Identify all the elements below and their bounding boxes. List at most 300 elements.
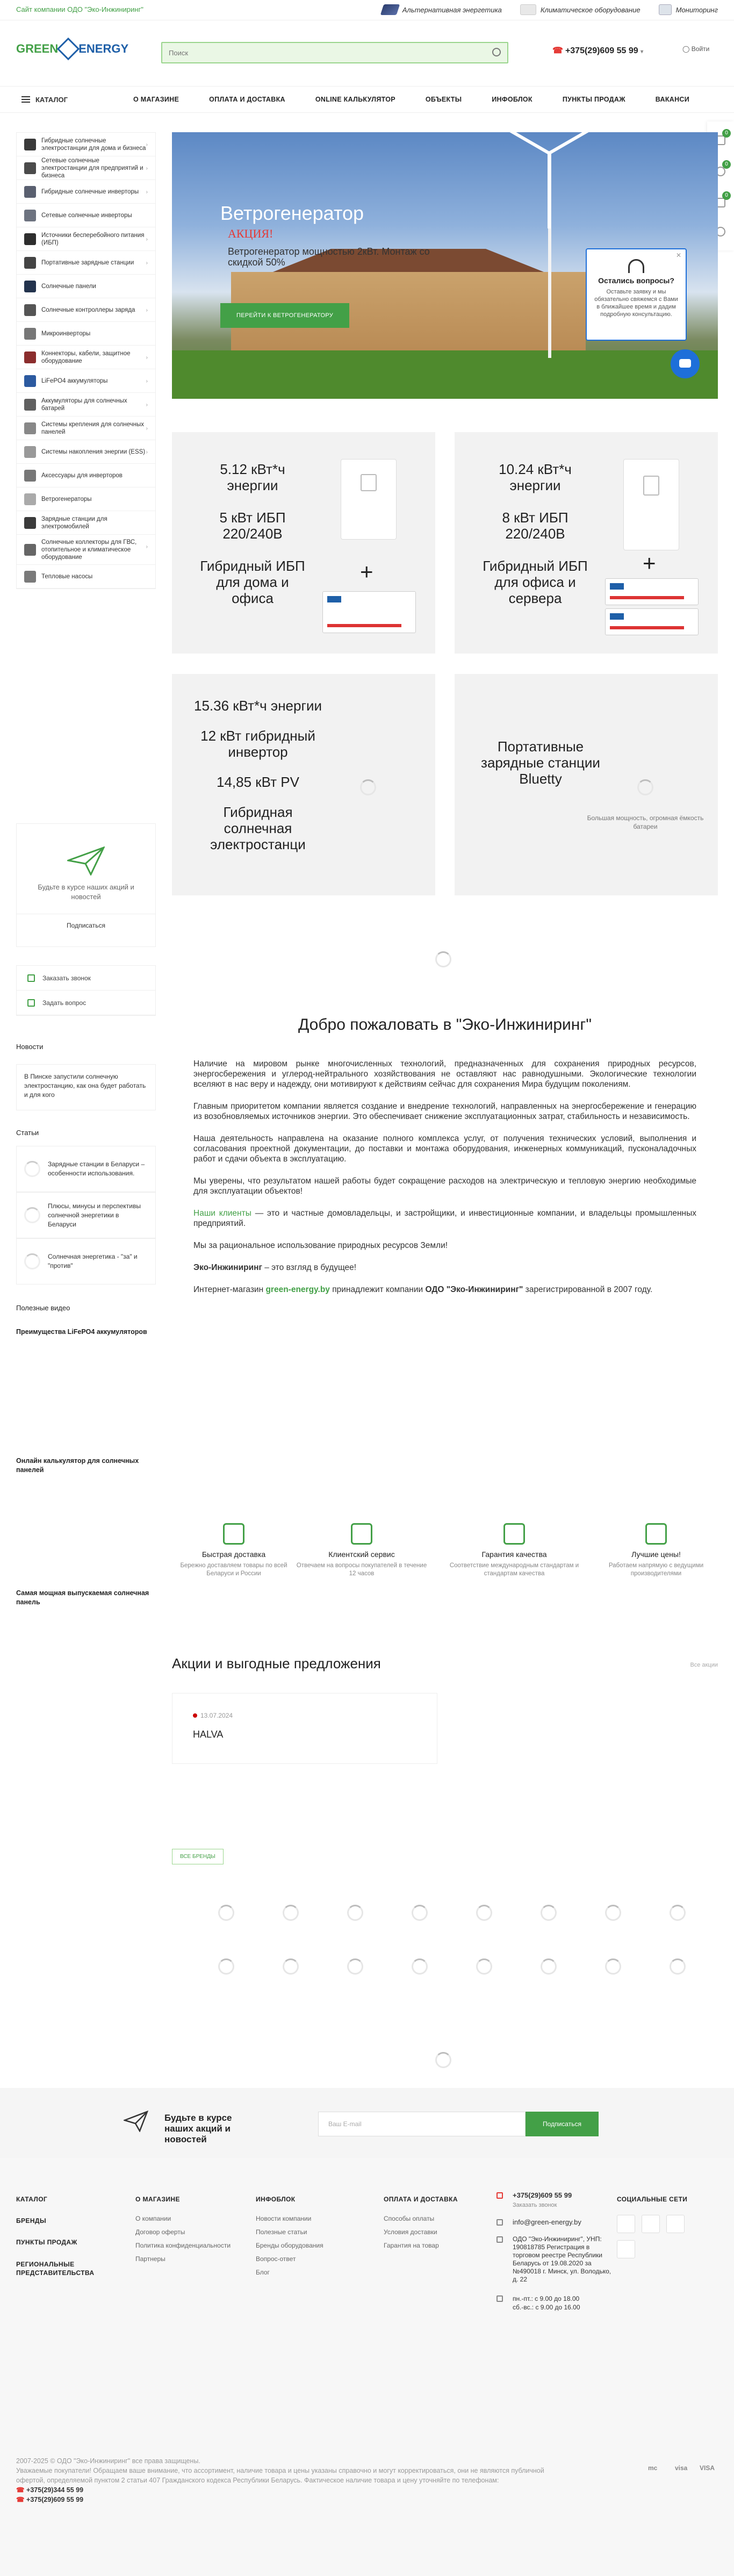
- sidebar-category-item[interactable]: [17, 322, 155, 346]
- article-card[interactable]: [16, 1192, 156, 1238]
- feature-prices: [589, 1523, 723, 1578]
- footer-link[interactable]: ПУНКТЫ ПРОДАЖ: [16, 2238, 77, 2246]
- sidebar-category-label: LiFePO4 аккумуляторы: [41, 377, 108, 384]
- loading-spinner-icon: [218, 1958, 234, 1975]
- sidebar-category-label: Гибридные солнечные инверторы: [41, 188, 139, 195]
- footer-link[interactable]: О компании: [135, 2215, 171, 2222]
- sidebar-subscribe: [16, 823, 156, 947]
- footer-phone-number: +375(29)609 55 99: [513, 2191, 572, 2199]
- footer-hours-1: пн.-пт.: с 9.00 до 18.00: [513, 2295, 580, 2302]
- compare-count-badge: 0: [722, 191, 731, 200]
- loading-spinner-icon: [435, 2052, 451, 2068]
- logo[interactable]: [16, 41, 128, 57]
- sidebar-category-item[interactable]: [17, 440, 155, 464]
- sidebar-category-label: Сетевые солнечные инверторы: [41, 212, 132, 219]
- product-tile[interactable]: [455, 674, 718, 895]
- welcome-paragraph: Мы за рациональное использование природных ресурсов Земли!: [193, 1241, 448, 1250]
- category-thumbnail: [24, 186, 36, 198]
- footer-link[interactable]: Партнеры: [135, 2255, 165, 2263]
- category-thumbnail: [24, 257, 36, 269]
- all-brands-button[interactable]: ВСЕ БРЕНДЫ: [172, 1849, 224, 1864]
- loading-spinner-icon: [412, 1958, 428, 1975]
- feature-desc: Бережно доставляем товары по всей Беларуси и России: [180, 1562, 287, 1577]
- footer-email-text: info@green-energy.by: [513, 2218, 581, 2226]
- article-title: Солнечная энергетика - "за" и "против": [48, 1253, 138, 1269]
- footer-link[interactable]: Условия доставки: [384, 2228, 437, 2236]
- tile-line: 8 кВт ИБП 220/240В: [502, 510, 569, 542]
- sidebar-category-label: Системы накопления энергии (ESS): [41, 448, 146, 455]
- loading-spinner-icon: [347, 1958, 363, 1975]
- sidebar-category-item[interactable]: [17, 393, 155, 417]
- phone-icon: [27, 974, 35, 982]
- category-thumbnail: [24, 233, 36, 245]
- sidebar-category-item[interactable]: [17, 511, 155, 535]
- loading-spinner-icon: [24, 1207, 40, 1223]
- feature-service: [294, 1523, 429, 1578]
- loading-spinner-icon: [637, 779, 653, 795]
- footer-link[interactable]: Новости компании: [256, 2215, 312, 2222]
- nav-item-about[interactable]: О МАГАЗИНЕ: [133, 96, 179, 103]
- sidebar-category-item[interactable]: [17, 275, 155, 298]
- loading-spinner-icon: [605, 1905, 621, 1921]
- product-tile-text: [476, 738, 605, 803]
- banner-title: Ветрогенератор: [220, 202, 364, 224]
- footer-link[interactable]: Полезные статьи: [256, 2228, 307, 2236]
- news-heading: Новости: [16, 1043, 44, 1051]
- company-site-link[interactable]: Сайт компании ОДО "Эко-Инжиниринг": [16, 5, 143, 13]
- promo-name: HALVA: [193, 1729, 224, 1740]
- article-card[interactable]: [16, 1146, 156, 1192]
- favorites-count-badge: 0: [722, 160, 731, 169]
- sidebar-category-label: Солнечные панели: [41, 283, 96, 290]
- welcome-text-span: – это взгляд в будущее!: [262, 1263, 357, 1272]
- wind-turbine-blade: [549, 132, 615, 155]
- plus-icon: +: [643, 550, 656, 576]
- plus-icon: +: [360, 559, 373, 584]
- footer-phone[interactable]: [496, 2191, 615, 2200]
- loading-spinner-icon: [218, 1905, 234, 1921]
- footer-bottom-phone[interactable]: ☎ +375(29)609 55 99: [16, 2495, 553, 2505]
- footer-main-links: [16, 2195, 102, 2291]
- footer-link[interactable]: Договор оферты: [135, 2228, 185, 2236]
- visa-icon: VISA: [700, 2464, 715, 2472]
- welcome-title: Добро пожаловать в "Эко-Инжиниринг": [298, 1016, 592, 1034]
- chevron-right-icon: ›: [146, 307, 148, 313]
- category-thumbnail: [24, 571, 36, 583]
- top-link-label: Мониторинг: [675, 5, 718, 14]
- chevron-right-icon: ›: [146, 260, 148, 266]
- nav-item-vacancies[interactable]: ВАКАНСИ: [655, 96, 690, 103]
- loading-spinner-icon: [283, 1905, 299, 1921]
- viber-icon[interactable]: [617, 2240, 635, 2258]
- footer-link[interactable]: РЕГИОНАЛЬНЫЕ ПРЕДСТАВИТЕЛЬСТВА: [16, 2261, 95, 2277]
- sidebar-category-label: Солнечные контроллеры заряда: [41, 306, 135, 313]
- clients-link[interactable]: Наши клиенты: [193, 1209, 251, 1218]
- footer-email[interactable]: [496, 2218, 615, 2227]
- sidebar-category-label: Системы крепления для солнечных панелей: [41, 421, 145, 435]
- product-tile[interactable]: [455, 432, 718, 654]
- sidebar-category-label: Зарядные станции для электромобилей: [41, 515, 107, 530]
- feature-delivery: [167, 1523, 301, 1578]
- video-link[interactable]: Преимущества LiFePO4 аккумуляторов: [16, 1328, 147, 1336]
- feature-title: Быстрая доставка: [202, 1550, 266, 1559]
- footer-bottom-phone[interactable]: ☎ +375(29)344 55 99: [16, 2485, 553, 2495]
- article-title: Зарядные станции в Беларуси – особенности использования.: [48, 1160, 145, 1177]
- feature-quality: [447, 1523, 581, 1578]
- feature-desc: Работаем напрямую с ведущими производителями: [608, 1562, 704, 1577]
- sidebar-category-label: Микроинверторы: [41, 330, 91, 337]
- sidebar-category-item[interactable]: [17, 565, 155, 589]
- header-phone[interactable]: [552, 45, 643, 56]
- air-conditioner-icon: [520, 4, 536, 15]
- footer-hours-2: сб.-вс.: с 9.00 до 16.00: [513, 2304, 580, 2311]
- chevron-right-icon: ›: [146, 142, 148, 148]
- footer-col-title: ИНФОБЛОК: [256, 2195, 296, 2203]
- paper-plane-icon: [124, 2111, 148, 2132]
- tile-line: Гибридный ИБП для дома и офиса: [200, 558, 305, 606]
- category-thumbnail: [24, 544, 36, 556]
- login-link[interactable]: [682, 45, 709, 53]
- feature-desc: Соответствие международным стандартам и стандартам качества: [449, 1562, 579, 1577]
- category-thumbnail: [24, 162, 36, 174]
- banner-promo: АКЦИЯ!: [228, 227, 274, 240]
- chat-button[interactable]: [671, 349, 700, 378]
- catalog-sidebar: [16, 132, 156, 589]
- welcome-paragraph: Мы уверены, что результатом нашей работы будет сокращение расходов на электрическую и тепловую энергию необходимые для эксплуатации объектов!: [193, 1176, 696, 1196]
- category-thumbnail: [24, 281, 36, 292]
- footer-link[interactable]: БРЕНДЫ: [16, 2217, 46, 2225]
- sidebar-category-label: Портативные зарядные станции: [41, 259, 134, 266]
- footer-link[interactable]: Гарантия на товар: [384, 2242, 439, 2249]
- video-link[interactable]: Самая мощная выпускаемая солнечная панель: [16, 1589, 149, 1606]
- site-link[interactable]: green-energy.by: [265, 1285, 330, 1294]
- main-nav: [0, 86, 734, 113]
- sidebar-category-label: Источники бесперебойного питания (ИБП): [41, 232, 145, 246]
- category-thumbnail: [24, 210, 36, 221]
- chevron-right-icon: ›: [146, 544, 148, 550]
- footer-social: [617, 2195, 724, 2260]
- welcome-paragraph: Наша деятельность направлена на оказание полного комплекса услуг, от получения технических условий, выполнения и согласования проектной документации, до поставки и монтажа оборудования, инженерных коммуникаций, пусконаладочных работ и сдачи объекта в эксплуатацию.: [193, 1134, 696, 1164]
- sidebar-category-item[interactable]: [17, 346, 155, 369]
- loading-spinner-icon: [476, 1958, 492, 1975]
- inverter-image: [341, 459, 397, 540]
- articles-heading: Статьи: [16, 1129, 39, 1137]
- phone-icon: [496, 2192, 503, 2199]
- top-link-label: Климатическое оборудование: [540, 5, 641, 14]
- top-link-label: Альтернативная энергетика: [402, 5, 502, 14]
- welcome-text: [193, 1059, 696, 1307]
- sidebar-category-label: Тепловые насосы: [41, 573, 93, 580]
- loading-spinner-icon: [605, 1958, 621, 1975]
- category-thumbnail: [24, 422, 36, 434]
- logo-mark-icon: [57, 38, 80, 60]
- tile-line: Гибридная солнечная электростанци: [210, 804, 306, 852]
- footer-payment: [384, 2195, 480, 2255]
- search-box: [161, 42, 508, 63]
- top-link-monitoring[interactable]: [659, 4, 718, 15]
- ask-question-button[interactable]: [17, 991, 155, 1015]
- welcome-paragraph: Главным приоритетом компании является создание и внедрение технологий, направленных на энергосбережение и генерацию из возобновляемых источников энергии. Это обеспечивает снижение эксплуатационных затрат, стабильность и независимость.: [193, 1102, 696, 1121]
- category-thumbnail: [24, 446, 36, 458]
- sidebar-category-item[interactable]: [17, 369, 155, 393]
- logo-green-text: GREEN: [16, 42, 59, 55]
- chevron-right-icon: ›: [146, 166, 148, 171]
- category-thumbnail: [24, 304, 36, 316]
- phone-icon: ☎: [552, 46, 563, 55]
- footer-col-title: О МАГАЗИНЕ: [135, 2195, 180, 2203]
- product-tile[interactable]: [172, 432, 435, 654]
- footer-about: [135, 2195, 232, 2269]
- sidebar-category-label: Коннекторы, кабели, защитное оборудование: [41, 350, 131, 364]
- footer-hours: [496, 2294, 615, 2312]
- chevron-down-icon: ▾: [641, 49, 644, 55]
- product-tile-text: [193, 698, 322, 869]
- article-title: Плюсы, минусы и перспективы солнечной энергетики в Беларуси: [48, 1202, 141, 1228]
- footer-company: [496, 2235, 615, 2284]
- footer-link[interactable]: Блог: [256, 2269, 270, 2276]
- footer-link[interactable]: Политика конфиденциальности: [135, 2242, 231, 2249]
- tile-line: Портативные зарядные станции Bluetty: [481, 738, 600, 787]
- chevron-right-icon: ›: [146, 236, 148, 242]
- product-tile-text: [476, 461, 594, 622]
- sidebar-category-item[interactable]: [17, 204, 155, 227]
- top-link-alt-energy[interactable]: [382, 4, 502, 15]
- welcome-bold: Эко-Инжиниринг: [193, 1263, 262, 1272]
- loading-spinner-icon: [360, 779, 376, 795]
- sidebar-category-item[interactable]: [17, 535, 155, 565]
- search-input[interactable]: [162, 43, 473, 62]
- sidebar-subscribe-button[interactable]: Подписаться: [17, 914, 155, 929]
- welcome-paragraph: [193, 1262, 696, 1273]
- support-icon: [351, 1523, 372, 1545]
- nav-item-points[interactable]: ПУНКТЫ ПРОДАЖ: [562, 96, 625, 103]
- wind-turbine-blade: [483, 132, 550, 155]
- top-link-climate[interactable]: [520, 4, 641, 15]
- loading-spinner-icon: [670, 1905, 686, 1921]
- category-thumbnail: [24, 399, 36, 411]
- header: [0, 20, 734, 85]
- telegram-icon[interactable]: [666, 2215, 685, 2233]
- product-tile-caption: Большая мощность, огромная ёмкость батареи: [587, 814, 704, 830]
- catalog-button[interactable]: [21, 96, 118, 104]
- category-thumbnail: [24, 493, 36, 505]
- loading-spinner-icon: [541, 1958, 557, 1975]
- facebook-icon[interactable]: [617, 2215, 635, 2233]
- sidebar-category-label: Солнечные коллекторы для ГВС, отопительное и климатическое оборудование: [41, 539, 137, 561]
- chevron-right-icon: ›: [146, 189, 148, 195]
- welcome-bold: ОДО "Эко-Инжиниринг": [425, 1285, 523, 1294]
- loading-spinner-icon: [541, 1905, 557, 1921]
- social-icons: [617, 2215, 724, 2235]
- welcome-text-span: — это и частные домовладельцы, и застройщики, и инвестиционные компании, и владельцы промышленных предприятий.: [193, 1209, 696, 1228]
- solar-panel-icon: [380, 4, 399, 15]
- chat-popup[interactable]: [586, 248, 687, 341]
- nav-item-objects[interactable]: ОБЪЕКТЫ: [425, 96, 462, 103]
- promos-title: Акции и выгодные предложения: [172, 1655, 381, 1671]
- certificate-icon: [503, 1523, 525, 1545]
- sidebar-category-label: Аксессуары для инверторов: [41, 472, 123, 479]
- sidebar-category-item[interactable]: [17, 156, 155, 180]
- welcome-paragraph: Наличие на мировом рынке многочисленных технологий, предназначенных для сохранения природных ресурсов, энергосбережения и углерод-нейтрального хозяйствования не оставляют нас равнодушными. Экологические технологии вселяют в нас веру и надежду, они мотивируют к действиям сейчас для сохранения Мира будущим поколениям.: [193, 1059, 696, 1089]
- footer-info: [256, 2195, 352, 2282]
- loading-spinner-icon: [24, 1161, 40, 1177]
- tile-line: 12 кВт гибридный инвертор: [200, 728, 315, 760]
- location-icon: [496, 2236, 503, 2243]
- loading-spinner-icon: [347, 1905, 363, 1921]
- chat-popup-body: Оставьте заявку и мы обязательно свяжемся с Вами в ближайшее время и дадим подробную консультацию.: [594, 289, 678, 318]
- promos-all-link[interactable]: Все акции: [690, 1662, 718, 1668]
- nav-item-calculator[interactable]: ONLINE КАЛЬКУЛЯТОР: [315, 96, 395, 103]
- sidebar-category-item[interactable]: [17, 133, 155, 156]
- feature-title: Клиентский сервис: [328, 1550, 395, 1559]
- video-link[interactable]: Онлайн калькулятор для солнечных панелей: [16, 1457, 139, 1474]
- monitor-icon: [659, 4, 672, 15]
- footer-call-link[interactable]: Заказать звонок: [513, 2202, 557, 2208]
- loading-spinner-icon: [476, 1905, 492, 1921]
- footer-link[interactable]: КАТАЛОГ: [16, 2195, 48, 2203]
- category-thumbnail: [24, 470, 36, 482]
- chevron-right-icon: ›: [146, 426, 148, 432]
- sidebar-actions: [16, 965, 156, 1016]
- chevron-right-icon: ›: [146, 378, 148, 384]
- mail-icon: [27, 999, 35, 1007]
- loading-spinner-icon: [283, 1958, 299, 1975]
- footer-col-title: ОПЛАТА И ДОСТАВКА: [384, 2195, 458, 2203]
- order-call-button[interactable]: [17, 966, 155, 991]
- visa-electron-icon: visa: [675, 2464, 688, 2472]
- product-tile[interactable]: [172, 674, 435, 895]
- loading-spinner-icon: [435, 951, 451, 967]
- category-thumbnail: [24, 517, 36, 529]
- footer-link[interactable]: Бренды оборудования: [256, 2242, 323, 2249]
- sidebar-category-item[interactable]: [17, 251, 155, 275]
- sidebar-category-item[interactable]: [17, 464, 155, 487]
- wallet-icon: [645, 1523, 667, 1545]
- logo-energy-text: ENERGY: [78, 42, 129, 55]
- sidebar-category-item[interactable]: [17, 417, 155, 440]
- category-thumbnail: [24, 351, 36, 363]
- promo-date: 13.07.2024: [193, 1712, 233, 1719]
- social-icons: [617, 2240, 724, 2260]
- sidebar-category-item[interactable]: [17, 180, 155, 204]
- welcome-text-span: зарегистрированной в 2007 году.: [523, 1285, 653, 1294]
- sidebar-category-label: Сетевые солнечные электростанции для предприятий и бизнеса: [41, 157, 143, 179]
- catalog-label: КАТАЛОГ: [35, 95, 68, 104]
- login-label: Войти: [691, 45, 710, 53]
- footer-contacts: [496, 2191, 615, 2320]
- sidebar-category-item[interactable]: [17, 298, 155, 322]
- order-call-label: Заказать звонок: [42, 974, 91, 982]
- sidebar-category-label: Ветрогенераторы: [41, 496, 92, 503]
- promo-card[interactable]: [172, 1693, 437, 1764]
- email-field[interactable]: Ваш E-mail: [318, 2112, 526, 2136]
- category-thumbnail: [24, 328, 36, 340]
- welcome-paragraph: [193, 1208, 696, 1229]
- sidebar-category-label: Гибридные солнечные электростанции для дома и бизнеса: [41, 137, 146, 152]
- footer-link[interactable]: Способы оплаты: [384, 2215, 435, 2222]
- ask-question-label: Задать вопрос: [42, 999, 87, 1007]
- chevron-right-icon: ›: [146, 449, 148, 455]
- battery-image: [322, 591, 416, 633]
- instagram-icon[interactable]: [642, 2215, 660, 2233]
- article-card[interactable]: [16, 1238, 156, 1285]
- sidebar-subscribe-text: Будьте в курсе наших акций и новостей: [38, 883, 134, 901]
- feature-title: Гарантия качества: [481, 1550, 547, 1559]
- chevron-right-icon: ›: [146, 355, 148, 361]
- sidebar-category-item[interactable]: [17, 487, 155, 511]
- tile-line: 14,85 кВт PV: [217, 774, 299, 790]
- subscribe-text: Будьте в курсе наших акций и новостей: [164, 2113, 232, 2144]
- top-bar: [0, 0, 734, 20]
- banner-description: Ветрогенератор мощностью 2кВт. Монтаж со скидкой 50%: [228, 246, 430, 268]
- welcome-paragraph: [193, 1285, 696, 1295]
- feature-title: Лучшие цены!: [631, 1550, 681, 1559]
- mail-icon: [496, 2219, 503, 2226]
- paper-plane-icon: [67, 846, 105, 876]
- subscribe-button[interactable]: Подписаться: [526, 2112, 599, 2136]
- burger-menu-icon: [21, 96, 30, 103]
- nav-item-infoblock[interactable]: ИНФОБЛОК: [492, 96, 532, 103]
- product-tile-text: [193, 461, 312, 622]
- battery-image: [605, 578, 699, 605]
- news-card[interactable]: В Пинске запустили солнечную электростанцию, как она будет работать и для кого: [16, 1064, 156, 1110]
- loading-spinner-icon: [670, 1958, 686, 1975]
- footer: [0, 2158, 734, 2576]
- subscribe-band: [0, 2088, 734, 2158]
- sidebar-category-label: Аккумуляторы для солнечных батарей: [41, 397, 127, 412]
- disclaimer: Уважаемые покупатели! Обращаем ваше внимание, что ассортимент, наличие товара и цены указаны справочно и могут корректироваться, они не являются публичной офертой, определяемой пунктом 2 статьи 407 Гражданского кодекса Республики Беларусь. Фактическое наличие товара и цену уточняйте по телефонам:: [16, 2467, 544, 2484]
- loading-spinner-icon: [412, 1905, 428, 1921]
- top-links: [382, 4, 718, 15]
- tile-line: 5.12 кВт*ч энергии: [220, 461, 285, 493]
- truck-icon: [223, 1523, 244, 1545]
- tile-line: 15.36 кВт*ч энергии: [193, 698, 322, 714]
- loading-spinner-icon: [24, 1253, 40, 1269]
- search-icon[interactable]: [492, 48, 501, 56]
- feature-desc: Отвечаем на вопросы покупателей в течение 12 часов: [296, 1562, 427, 1577]
- header-phone-number: +375(29)609 55 99: [565, 46, 638, 55]
- copyright: 2007-2025 © ОДО "Эко-Инжиниринг" все права защищены.: [16, 2457, 200, 2465]
- mastercard-icon: mc: [648, 2464, 658, 2472]
- chat-popup-title: Остались вопросы?: [598, 276, 674, 285]
- wind-turbine-blade: [548, 153, 551, 228]
- chevron-right-icon: ›: [146, 402, 148, 408]
- welcome-text-span: принадлежит компании: [329, 1285, 426, 1294]
- headset-icon: [628, 259, 644, 273]
- clock-icon: [496, 2295, 503, 2302]
- banner-lawn: [172, 350, 718, 399]
- footer-company-text: ОДО "Эко-Инжиниринг", УНП: 190818785 Регистрация в торговом реестре Республики Беларусь от 19.08.2020 за №490018 г. Минск, ул. Володько, д. 22: [513, 2235, 611, 2283]
- category-thumbnail: [24, 375, 36, 387]
- nav-item-payment[interactable]: ОПЛАТА И ДОСТАВКА: [209, 96, 285, 103]
- inverter-image: [623, 459, 679, 550]
- nav-items: [118, 96, 704, 103]
- tile-line: Гибридный ИБП для офиса и сервера: [483, 558, 588, 606]
- welcome-text-span: Интернет-магазин: [193, 1285, 266, 1294]
- footer-col-title: СОЦИАЛЬНЫЕ СЕТИ: [617, 2195, 688, 2203]
- footer-bottom: [16, 2456, 553, 2505]
- tile-line: 10.24 кВт*ч энергии: [499, 461, 572, 493]
- battery-image: [605, 608, 699, 635]
- close-icon[interactable]: ✕: [675, 252, 681, 259]
- footer-link[interactable]: Вопрос-ответ: [256, 2255, 296, 2263]
- category-thumbnail: [24, 139, 36, 150]
- videos-heading: Полезные видео: [16, 1304, 70, 1312]
- banner-cta-button[interactable]: ПЕРЕЙТИ К ВЕТРОГЕНЕРАТОРУ: [220, 303, 349, 328]
- sidebar-category-item[interactable]: [17, 227, 155, 251]
- tile-line: 5 кВт ИБП 220/240В: [219, 510, 286, 542]
- user-icon: ◯: [682, 45, 690, 53]
